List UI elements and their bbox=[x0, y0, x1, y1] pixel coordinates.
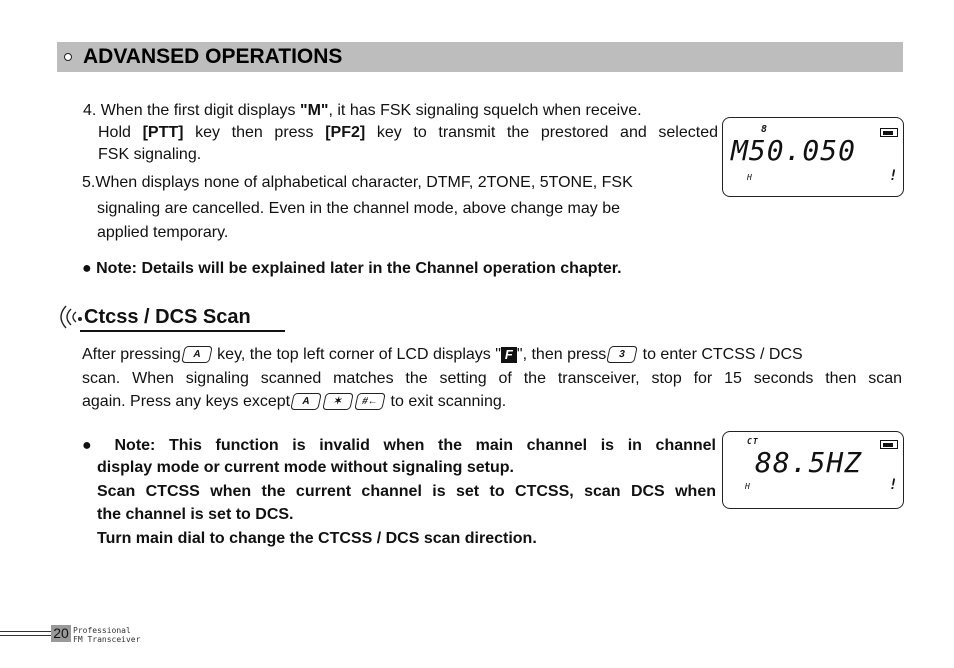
item5-line3: applied temporary. bbox=[97, 224, 229, 241]
lcd-top-indicator: CT bbox=[747, 437, 759, 446]
item4-line3: FSK signaling. bbox=[98, 146, 202, 163]
footer-rule bbox=[0, 631, 52, 632]
lcd-display-ctcss bbox=[722, 431, 904, 509]
bullet-dot-icon: ● bbox=[82, 437, 101, 454]
scan-para-line3: again. Press any keys except A ✶ #← to exit scanning. bbox=[82, 393, 507, 410]
lcd-display-fsk bbox=[722, 117, 904, 197]
key-a-icon: A bbox=[181, 346, 213, 363]
bullet-circle-icon bbox=[64, 53, 72, 61]
key-3-icon: 3 bbox=[606, 346, 638, 363]
item5-line1: 5.When displays none of alphabetical character, DTMF, 2TONE, 5TONE, FSK bbox=[82, 174, 633, 191]
key-star-icon: ✶ bbox=[322, 393, 354, 410]
item5-line2: signaling are cancelled. Even in the channel mode, above change may be bbox=[97, 200, 621, 217]
scan-para-line1: After pressing A key, the top left corner of LCD displays " F ", then press 3 to enter CTCSS / DCS bbox=[82, 346, 803, 363]
radio-wave-icon bbox=[56, 302, 86, 332]
note2-line1: ● Note: This function is invalid when the main channel is in channel bbox=[82, 437, 717, 454]
page-number: 20 bbox=[51, 625, 71, 642]
section-title: ADVANSED OPERATIONS bbox=[83, 45, 343, 68]
key-a-icon: A bbox=[290, 393, 322, 410]
battery-icon bbox=[880, 440, 898, 449]
note2-line3: Scan CTCSS when the current channel is set to CTCSS, scan DCS when bbox=[97, 483, 716, 500]
note2-line2: display mode or current mode without signaling setup. bbox=[97, 459, 514, 476]
lcd-power-indicator: H bbox=[747, 173, 753, 182]
ctcss-section-title: Ctcss / DCS Scan bbox=[84, 306, 251, 328]
battery-icon bbox=[880, 128, 898, 137]
footer-caption: Professional FM Transceiver bbox=[73, 626, 141, 644]
item4-line2: Hold [PTT] key then press [PF2] key to transmit the prestored and selected bbox=[98, 124, 718, 141]
lcd-main-readout: 88.5HZ bbox=[755, 446, 863, 479]
scan-para-line2: scan. When signaling scanned matches the setting of the transceiver, stop for 15 seconds then scan bbox=[82, 370, 902, 387]
lcd-main-readout: M50.050 bbox=[731, 134, 857, 167]
signal-bar-icon: ! bbox=[889, 477, 899, 493]
note-details: ● Note: Details will be explained later in the Channel operation chapter. bbox=[82, 260, 622, 277]
title-underline bbox=[80, 330, 285, 332]
lcd-top-indicator: 8 bbox=[761, 124, 769, 135]
note2-line4: the channel is set to DCS. bbox=[97, 506, 294, 523]
item4-line1: 4. When the first digit displays "M", it has FSK signaling squelch when receive. bbox=[83, 102, 642, 119]
ctcss-section-heading bbox=[56, 302, 288, 332]
footer-rule bbox=[0, 635, 52, 636]
note2-line5: Turn main dial to change the CTCSS / DCS scan direction. bbox=[97, 530, 537, 547]
section-header bbox=[57, 42, 903, 72]
signal-bar-icon: ! bbox=[889, 168, 899, 184]
key-hash-icon: #← bbox=[354, 393, 386, 410]
function-f-icon: F bbox=[501, 347, 517, 363]
bullet-dot-icon: ● bbox=[82, 260, 92, 277]
lcd-power-indicator: H bbox=[745, 482, 751, 491]
